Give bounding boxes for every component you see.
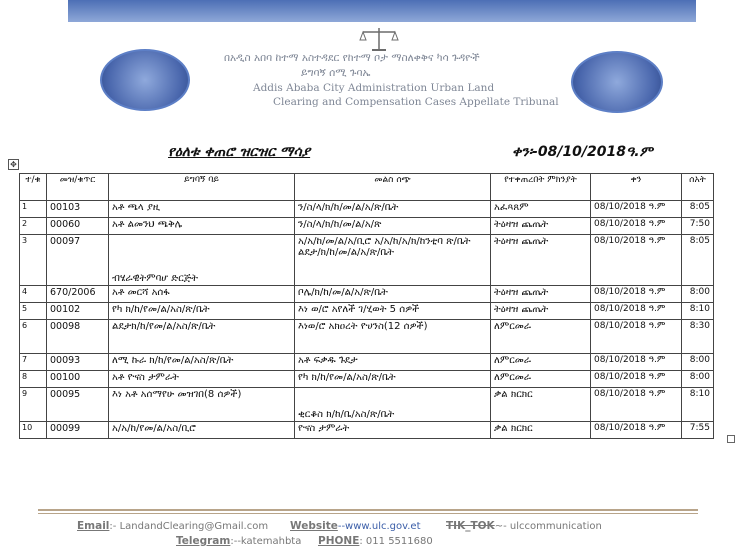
row-number: 9: [20, 388, 47, 422]
col-header-reason: የተቀጠረበት ምክንያት: [491, 174, 591, 201]
reason: ትዕዛዝ ጨጤት: [491, 235, 591, 286]
appellant: ብሄራዊትምባሆ ድርጅት: [109, 235, 295, 286]
table-row: [20, 201, 714, 218]
table-row: [20, 371, 714, 388]
hearing-date: 08/10/2018 ዓ.ም: [591, 303, 682, 320]
col-header-number: ተ/ቁ: [20, 174, 47, 201]
respondent: ቂርቆስ ክ/ከ/ቤ/አስ/ጽ/ቤት: [295, 388, 491, 422]
table-resize-handle[interactable]: [727, 435, 735, 443]
case-number: 00102: [47, 303, 109, 320]
appellant: ልደታክ/ከ/የመ/ል/አስ/ጽ/ቤት: [109, 320, 295, 354]
reason: ለምርመራ: [491, 320, 591, 354]
case-number: 00099: [47, 422, 109, 439]
case-number: 00095: [47, 388, 109, 422]
footer-telegram: [176, 535, 301, 547]
table-header-row: [20, 174, 714, 201]
respondent: አ/አ/ከ/መ/ል/አ/ቢሮ አ/አ/ከ/አ/ክ/ከንቲባ ጽ/ቤት ልደታ/ክ/ከ/መ/ል/አ/ጽ/ቤት: [295, 235, 491, 286]
hearing-date: 08/10/2018 ዓ.ም: [591, 218, 682, 235]
row-number: 2: [20, 218, 47, 235]
respondent: እነወ/ሮ አክዐረት ዮሀንስ(12 ሰዎች): [295, 320, 491, 354]
tribunal-logo: [100, 49, 190, 111]
appellant: አቶ መርሻ አሰፋ: [109, 286, 295, 303]
respondent: አቶ ፍቃዱ ጉደታ: [295, 354, 491, 371]
table-row: [20, 422, 714, 439]
header-english-line-1: Addis Ababa City Administration Urban Land: [253, 82, 495, 94]
tiktok-label: TIK_TOK: [446, 520, 495, 532]
hearing-date: 08/10/2018 ዓ.ም: [591, 201, 682, 218]
city-administration-logo: [571, 51, 663, 113]
appellant: አቶ ልመንህ ጫቅሌ: [109, 218, 295, 235]
respondent: ን/ስ/ላ/ክ/ከ/መ/ል/አ/ጽ/ቤት: [295, 201, 491, 218]
case-number: 670/2006: [47, 286, 109, 303]
case-number: 00093: [47, 354, 109, 371]
tiktok-value[interactable]: ~- ulccommunication: [494, 521, 602, 532]
hearing-date: 08/10/2018 ዓ.ም: [591, 286, 682, 303]
hearing-time: 8:00: [682, 354, 714, 371]
document-date: ቀን፡-08/10/2018ዓ.ም: [512, 144, 653, 160]
appellant: የካ ክ/ከ/የመ/ል/አስ/ጽ/ቤት: [109, 303, 295, 320]
col-header-time: ሰአት: [682, 174, 714, 201]
case-number: 00060: [47, 218, 109, 235]
col-header-date: ቀን: [591, 174, 682, 201]
row-number: 1: [20, 201, 47, 218]
col-header-respondent: መልስ ሰጭ: [295, 174, 491, 201]
letterhead: [68, 22, 696, 120]
website-label: Website: [290, 520, 338, 532]
header-amharic-line-1: በአዲስ አበባ ከተማ አስተዳደር የከተማ ቦታ ማስለቀቅና ካሳ ጉዳዮች: [224, 52, 480, 64]
hearing-time: 7:50: [682, 218, 714, 235]
row-number: 3: [20, 235, 47, 286]
hearing-date: 08/10/2018 ዓ.ም: [591, 422, 682, 439]
reason: ትዕዛዝ ጨጤት: [491, 303, 591, 320]
table-move-handle[interactable]: ✥: [8, 159, 19, 170]
telegram-value[interactable]: :--katemahbta: [230, 536, 302, 547]
reason: ለምርመራ: [491, 354, 591, 371]
row-number: 8: [20, 371, 47, 388]
case-number: 00103: [47, 201, 109, 218]
row-number: 5: [20, 303, 47, 320]
appellant: ለሚ ኩራ ክ/ከ/የመ/ል/አስ/ጽ/ቤት: [109, 354, 295, 371]
respondent: የካ ክ/ከ/የመ/ል/አስ/ጽ/ቤት: [295, 371, 491, 388]
respondent: እነ ወ/ሮ አየለች ገ/ሂወት 5 ሰዎች: [295, 303, 491, 320]
hearing-date: 08/10/2018 ዓ.ም: [591, 235, 682, 286]
scales-of-justice-icon: [358, 26, 400, 52]
case-number: 00100: [47, 371, 109, 388]
col-header-appellant: ይግባኝ ባይ: [109, 174, 295, 201]
table-row: [20, 303, 714, 320]
reason: ቃል ክርክር: [491, 388, 591, 422]
footer-tiktok: [446, 520, 602, 532]
hearing-date: 08/10/2018 ዓ.ም: [591, 354, 682, 371]
schedule-table: [19, 173, 714, 439]
hearing-time: 7:55: [682, 422, 714, 439]
row-number: 10: [20, 422, 47, 439]
email-label: Email: [77, 520, 110, 532]
reason: ትዕዛዝ ጨጤት: [491, 218, 591, 235]
reason: ቃል ክርክር: [491, 422, 591, 439]
footer-divider: [38, 513, 698, 514]
hearing-time: 8:05: [682, 235, 714, 286]
table-row: [20, 388, 714, 422]
appellant: አቶ ዮናስ ታምራት: [109, 371, 295, 388]
respondent: ዮናስ ታምራት: [295, 422, 491, 439]
appellant: አቶ ጫላ ያዚ: [109, 201, 295, 218]
respondent: ን/ስ/ላ/ክ/ከ/መ/ል/አ/ጽ: [295, 218, 491, 235]
header-amharic-line-2: ይግባኝ ሰሚ ጉባኤ: [301, 67, 371, 79]
document-title: የዕለቱ ቀጠሮ ዝርዝር ማሳያ: [168, 144, 311, 160]
header-english-line-2: Clearing and Compensation Cases Appellate Tribunal: [273, 96, 559, 108]
col-header-case-number: መዝ/ቁጥር: [47, 174, 109, 201]
case-number: 00098: [47, 320, 109, 354]
reason: አፈጻጸም: [491, 201, 591, 218]
phone-label: PHONE: [318, 535, 360, 547]
hearing-date: 08/10/2018 ዓ.ም: [591, 388, 682, 422]
email-value[interactable]: :- LandandClearing@Gmail.com: [109, 521, 269, 532]
reason: ትዕዛዝ ጨጤት: [491, 286, 591, 303]
appellant: እነ አቶ አሰማየሁ መዝገበ(8 ሰዎች): [109, 388, 295, 422]
footer-divider: [38, 509, 698, 511]
footer-phone: [318, 535, 433, 547]
table-row: [20, 320, 714, 354]
respondent: ቦሌ/ክ/ከ/መ/ል/አ/ጽ/ቤት: [295, 286, 491, 303]
table-row: [20, 218, 714, 235]
table-row: [20, 235, 714, 286]
reason: ለምርመራ: [491, 371, 591, 388]
hearing-time: 8:00: [682, 286, 714, 303]
table-row: [20, 354, 714, 371]
website-value[interactable]: --www.ulc.gov.et: [337, 521, 421, 532]
hearing-time: 8:10: [682, 303, 714, 320]
hearing-date: 08/10/2018 ዓ.ም: [591, 371, 682, 388]
hearing-time: 8:00: [682, 371, 714, 388]
footer-website: [290, 520, 421, 532]
appellant: አ/አ/ከ/የመ/ል/አስ/ቢሮ: [109, 422, 295, 439]
case-number: 00097: [47, 235, 109, 286]
row-number: 7: [20, 354, 47, 371]
row-number: 6: [20, 320, 47, 354]
telegram-label: Telegram: [176, 535, 231, 547]
hearing-time: 8:05: [682, 201, 714, 218]
hearing-time: 8:30: [682, 320, 714, 354]
row-number: 4: [20, 286, 47, 303]
header-banner: [68, 0, 696, 22]
footer-email: [77, 520, 268, 532]
hearing-date: 08/10/2018 ዓ.ም: [591, 320, 682, 354]
table-row: [20, 286, 714, 303]
phone-value: : 011 5511680: [359, 536, 433, 547]
hearing-time: 8:10: [682, 388, 714, 422]
